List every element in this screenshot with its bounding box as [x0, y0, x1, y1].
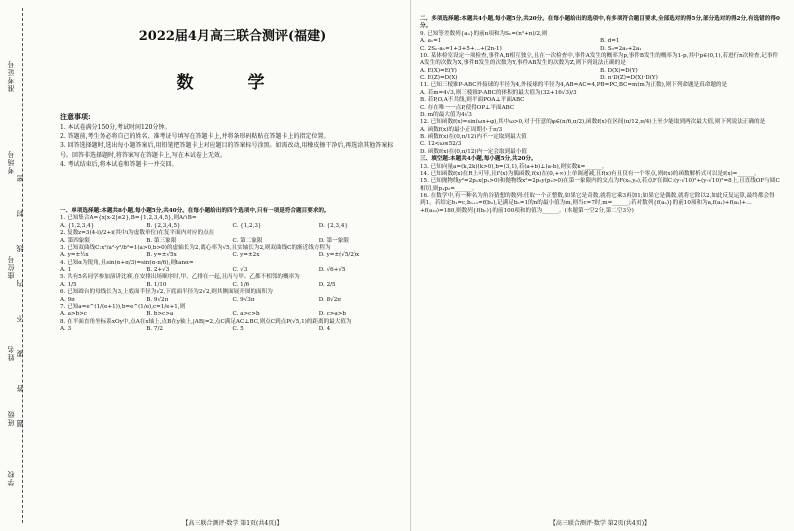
section-heading: 三、填空题:本题共4小题,每小题5分,共20分。 — [420, 156, 537, 163]
seal-mark: 不 — [16, 315, 24, 322]
seal-mark: 答 — [16, 385, 24, 392]
exam-title: 2022届4月高三联合测评(福建) — [138, 29, 327, 44]
option: B. b>c>a — [146, 311, 174, 318]
option-row — [420, 68, 780, 83]
question-stem: 5. 共有5名同学参加演讲比赛,在安排出场顺序时,甲、乙排在一起,且丙与甲、乙都不相邻的概率为 — [60, 274, 300, 281]
notice-item: 4. 考试结束后,将本试卷和答题卡一并交回。 — [60, 161, 178, 169]
question-stem: 6. 已知圆台的母线长为3,上底面半径为√2,下底面半径为2√2,则其侧面展开图的面积为 — [60, 289, 273, 296]
option: A. 函数f(x)的最小正周期小于π/3 — [420, 126, 503, 133]
question-stem: 4. 已知α为锐角,且sin(α+π/3)=sin(α-π/6),则tanα= — [60, 259, 194, 266]
option: B. 2+√3 — [146, 267, 170, 273]
question-stem: 8. 在平面直角坐标系xOy中,点A在x轴上,点B在y轴上,|AB|=2,点C满足AC⊥BC,则点C到点P(√5,1)的距离的最大值为 — [60, 318, 352, 325]
option: A. a₁=1 — [420, 38, 442, 45]
option: D. c>a>b — [318, 311, 347, 318]
notice-item: 1. 本试卷满分150分,考试时间120分钟。 — [60, 123, 171, 131]
seal-mark: 要 — [16, 350, 24, 357]
option: A. a>b>c — [60, 311, 88, 318]
option: C. 第二象限 — [232, 237, 263, 244]
option: C. 5 — [232, 326, 244, 332]
fill-question: 16. 在数学中,有一种名为角谷猜想的数列:任取一个正整数,如果它是奇数,就将它乘3再加1;如果它是偶数,就将它除以2,如此反复运算,最终都会得到1。若给定b₁=c,bₙ₊₁=f(bₙ),记满足bₙ=1的n的最小值为m,则当c=7时,m=______;若对数列{f(aₙ)}的前10项和为a,f(a₁)+f(a₂)+…+f(a₁₀)=180,则数列{f(bₙ)}的前100项和的值为______。(本题第一空2分,第二空3分) — [420, 193, 775, 214]
option-row — [60, 311, 405, 318]
option: A. 1/5 — [60, 281, 77, 288]
option: C. E(Z)=D(X) — [420, 75, 458, 81]
binding-margin — [0, 0, 30, 531]
field-label: 考场号 — [7, 150, 15, 174]
option: B. 9√2π — [146, 296, 169, 303]
option: A. {1,2,3,4} — [60, 222, 95, 229]
option: C. 存在唯一一点P,使得OP⊥平面ABC — [420, 104, 515, 111]
question-stem: 12. 已知函数f(x)=sin(ωx+φ),其中ω>0,对于任意的φ∈(π/6,π/2),函数f(x)在区间(π/12,π/4)上至少能取到两次最大值,则下列说法正确的是 — [420, 119, 766, 126]
field-label: 学校 — [7, 470, 15, 486]
option: B. 7/2 — [146, 326, 163, 332]
seal-line — [22, 8, 23, 523]
option: B. y=±√5x — [146, 252, 177, 259]
option: D. m的最大值为4√3 — [420, 111, 472, 118]
question-stem: 7. 已知a=e^(1/(e+1)),b=e^(1/e),c=1/e+1,则 — [60, 303, 186, 310]
option: B. D(X)=D(Y) — [600, 67, 638, 74]
fill-question: 13. 已知向量a=(k,2k)(k>0),b=(3,1),若(a+b)⊥(a-b),则实数k=______。 — [420, 163, 608, 170]
option: D. 函数f(x)在(0,π/12)内一定会取到最小值 — [420, 148, 527, 155]
option-row — [60, 297, 405, 304]
notice-block — [60, 112, 405, 169]
option: D. n·D(Z)=D(X)·D(Y) — [600, 75, 658, 81]
option: B. 函数f(x)在(0,π/12)内不一定取到最大值 — [420, 134, 527, 140]
option: A. 1 — [60, 267, 72, 273]
option: D. y=±(√5/2)x — [318, 252, 360, 259]
option: D. √6+√5 — [318, 267, 346, 273]
option: C. 9√3π — [232, 296, 255, 303]
notice-item: 3. 回答选择题时,选出每小题答案后,用铅笔把答题卡上对应题目的答案标号涂黑。如需改动,用橡皮擦干净后,再选涂其他答案标号。回答非选择题时,将答案写在答题卡上,写在本试卷上无效。 — [60, 142, 394, 159]
option: B. d=1 — [600, 38, 620, 45]
seal-mark: 密 — [16, 175, 24, 182]
question-stem: 3. 已知双曲线C:x²/a²-y²/b²=1(a>0,b>0)的虚轴长为2,离心率为√5,且实轴长为2,则双曲线C的渐近线方程为 — [60, 244, 331, 251]
option: B. {2,3,4,5} — [146, 222, 181, 229]
option: B. 若P,O,A不共线,则平面POA⊥平面ABC — [420, 97, 525, 104]
multi-choice-section — [420, 16, 780, 215]
left-column — [60, 0, 405, 531]
mc-section — [60, 208, 405, 333]
option: B. 第三象限 — [146, 237, 177, 244]
option-row — [60, 326, 405, 333]
option: D. 4 — [318, 326, 331, 332]
question-stem: 11. 已知三棱锥P-ABC外接球的半径为4,外接球的半径为4,AB=AC=4,PB=PC,BC=m(m为正数),则下列命题是真命题的是 — [420, 82, 728, 89]
option: C. 2Sₙ-aₙ=1+3+5+…+(2n-1) — [420, 45, 502, 52]
option: C. 1/6 — [232, 281, 250, 288]
option: A. 3 — [60, 326, 72, 332]
option: A. 9π — [60, 296, 75, 303]
fill-question: 14. 已知函数f(x)在R上可导,且f'(x)为偶函数,f(x)在(0,+∞)上单调递减,且f(x)有且仅有一个零点,则f(x)的函数解析式可以是f(x)=______。 — [420, 170, 760, 177]
option: D. 2/5 — [318, 281, 336, 288]
option: C. a>c>b — [232, 311, 260, 318]
field-label: 准考证号 — [7, 60, 15, 92]
page-footer: 【高三联合测评·数学 第2页(共4页)】 — [549, 520, 651, 527]
question-stem: 2. 复数z=3(4-i)/2+i(其中i为虚数单位)在复平面内对应的点在 — [60, 230, 215, 237]
option: A. y=±½x — [60, 252, 89, 259]
option: B. 1/10 — [146, 281, 167, 288]
seal-mark: 封 — [16, 210, 24, 217]
option: C. y=±2x — [232, 252, 260, 259]
option: D. {2,3,4} — [318, 222, 348, 229]
option: C. √3 — [232, 267, 248, 273]
field-label: 姓名 — [7, 345, 15, 361]
column-divider — [410, 0, 411, 531]
notice-title: 注意事项: — [60, 112, 91, 121]
notice-item: 2. 答题前,考生务必将自己的姓名、准考证号填写在答题卡上,并将条形码粘贴在答题卡上的指定位置。 — [60, 133, 330, 141]
section-heading: 一、单项选择题:本题共8小题,每小题5分,共40分。在每小题给出的四个选项中,只有一项是符合题目要求的。 — [60, 208, 330, 214]
option-row — [60, 238, 405, 245]
page-footer: 【高三联合测评·数学 第1页(共4页)】 — [182, 520, 283, 527]
option: D. 第一象限 — [318, 237, 349, 244]
field-label: 班级 — [7, 410, 15, 426]
option: A. 第四象限 — [60, 237, 90, 244]
question-stem: 9. 已知等差数列{aₙ}的前n项和为Sₙ=(n²+n)/2,则 — [420, 30, 548, 37]
option: A. 若m=4√3,则三棱锥P-ABC的体积的最大值为(32+16√3)/3 — [420, 89, 577, 96]
right-column — [420, 0, 780, 531]
option: C. 12<ω≤52/3 — [420, 141, 462, 148]
seal-mark: 线 — [16, 245, 24, 252]
seal-mark: 内 — [16, 280, 24, 287]
fill-question: 15. 已知抛物线y²=2p₁x(p₁>0)和抛物线x²=2p₂y(p₂>0)在第一象限内的交点为F(x₀,y₀),若点F在圆C:(y-√10)²+(y-√10)²=8上,且直线OF与圆C相切,则p₁p₂=______。 — [420, 178, 780, 192]
section-heading: 二、多项选择题:本题共4小题,每小题5分,共20分。在每小题给出的选项中,有多项符合题目要求,全部选对的得5分,部分选对的得2分,有选错的得0分。 — [420, 16, 780, 30]
question-stem: 1. 已知集合A={x|x-2|≤2},B={1,2,3,4,5},则A∩B= — [60, 215, 197, 222]
subject-title: 数 学 — [176, 73, 289, 93]
option: D. S₃=2a₂+2a₁ — [600, 45, 642, 52]
option-row — [60, 252, 405, 259]
field-label: 座位号 — [7, 255, 15, 279]
question-stem: 10. 某体检室设定一项检查,事件A,B相互独立,且在一次检查中,事件A发生的概率为p,事件B发生的概率为1-p,其中p∈(0,1),若进行n次检查,记事件A发生的次数为X,事件B发生的次数为Y,事件AB发生的次数为Z,则下列说法正确的是 — [420, 52, 779, 67]
option: A. E(X)=E(Y) — [420, 67, 457, 74]
option: C. {1,2,3} — [232, 222, 262, 229]
option-row — [420, 38, 780, 53]
seal-mark: 题 — [16, 420, 24, 427]
option: D. 8√2π — [318, 296, 341, 303]
